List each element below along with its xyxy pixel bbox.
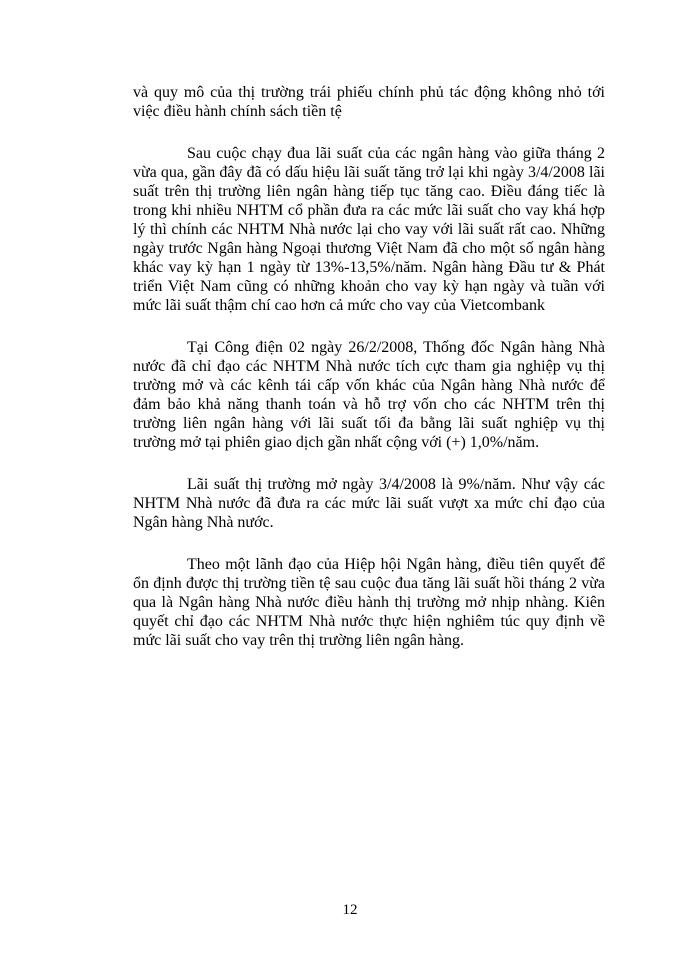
body-text bbox=[133, 83, 605, 673]
paragraph-banking-association: Theo một lãnh đạo của Hiệp hội Ngân hàng, điều tiên quyết để ổn định được thị trường tiền tệ sau cuộc đua tăng lãi suất hồi tháng 2 vừa qua là Ngân hàng Nhà nước điều hành thị trường mở nhịp nhàng. Kiên quyết chỉ đạo các NHTM Nhà nước thực hiện nghiêm túc quy định về mức lãi suất cho vay trên thị trường liên ngân hàng. bbox=[133, 556, 605, 649]
paragraph-continuation: và quy mô của thị trường trái phiếu chính phủ tác động không nhỏ tới việc điều hành chính sách tiền tệ bbox=[133, 84, 605, 120]
page-number: 12 bbox=[342, 902, 358, 918]
paragraph-interest-rate-race: Sau cuộc chạy đua lãi suất của các ngân hàng vào giữa tháng 2 vừa qua, gần đây đã có dấu hiệu lãi suất tăng trở lại khi ngày 3/4/2008 lãi suất trên thị trường liên ngân hàng tiếp tục tăng cao. Điều đáng tiếc là trong khi nhiều NHTM cổ phần đưa ra các mức lãi suất cho vay khá hợp lý thì chính các NHTM Nhà nước lại cho vay với lãi suất rất cao. Những ngày trước Ngân hàng Ngoại thương Việt Nam đã cho một số ngân hàng khác vay kỳ hạn 1 ngày từ 13%-13,5%/năm. Ngân hàng Đầu tư & Phát triển Việt Nam cũng có những khoản cho vay kỳ hạn ngày và tuần với mức lãi suất thậm chí cao hơn cả mức cho vay của Vietcombank bbox=[133, 145, 605, 314]
paragraph-open-market-rate: Lãi suất thị trường mở ngày 3/4/2008 là 9%/năm. Như vậy các NHTM Nhà nước đã đưa ra các mức lãi suất vượt xa mức chỉ đạo của Ngân hàng Nhà nước. bbox=[133, 476, 605, 531]
paragraph-official-dispatch: Tại Công điện 02 ngày 26/2/2008, Thống đốc Ngân hàng Nhà nước đã chỉ đạo các NHTM Nhà nước tích cực tham gia nghiệp vụ thị trường mở và các kênh tái cấp vốn khác của Ngân hàng Nhà nước để đảm bảo khả năng thanh toán và hỗ trợ vốn cho các NHTM trên thị trường liên ngân hàng với lãi suất tối đa bằng lãi suất nghiệp vụ thị trường mở tại phiên giao dịch gần nhất cộng với (+) 1,0%/năm. bbox=[133, 339, 605, 451]
